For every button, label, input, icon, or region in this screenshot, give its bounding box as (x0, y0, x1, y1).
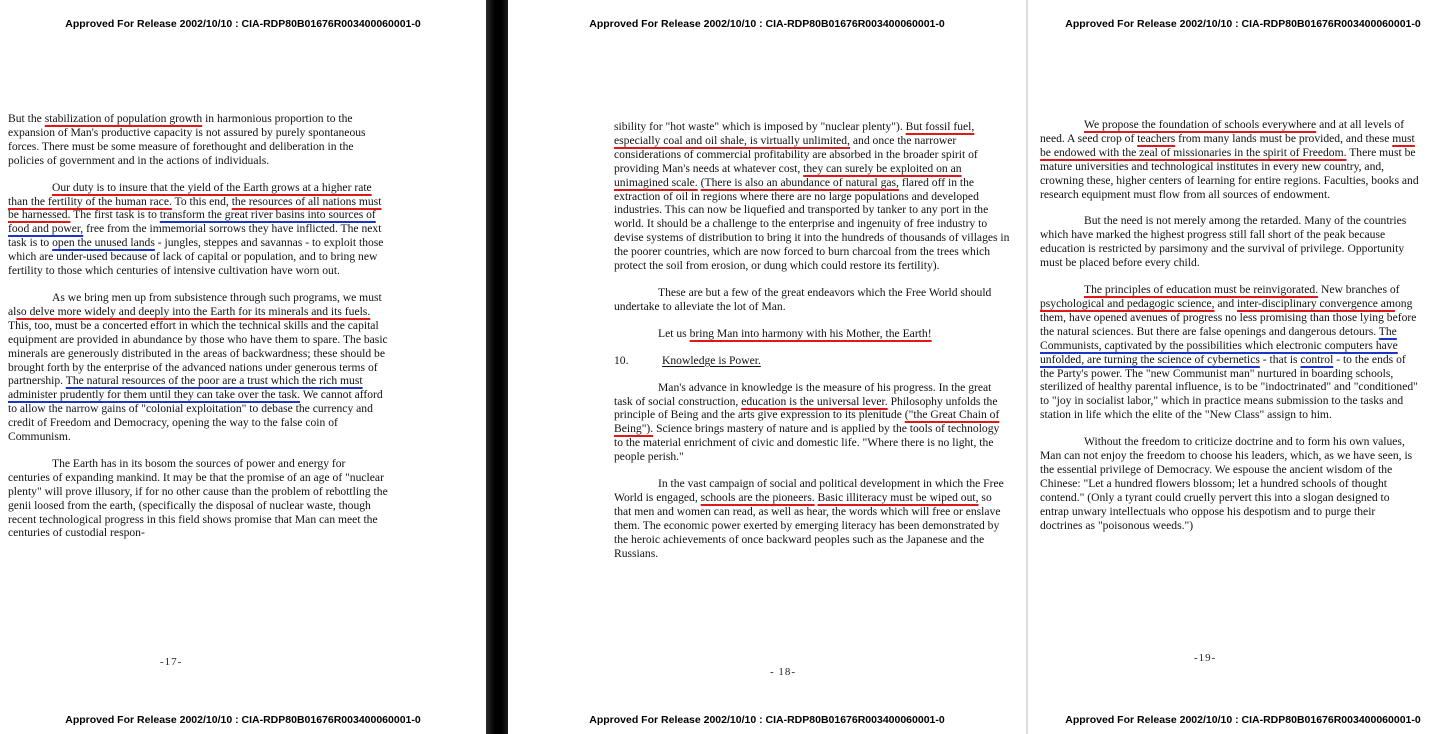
blue-underline-highlight: The natural resources of the poor are a trust which the rich must administer prudently for them until they can take over the task. (8, 374, 363, 402)
paragraph: Let us bring Man into harmony with his Mother, the Earth! (658, 326, 932, 340)
red-underline-highlight: education is the universal lever. (741, 394, 888, 408)
paragraph: The Earth has in its bosom the sources of power and energy for centuries of expanding mankind. It may be that the promise of an age of "nuclear plenty" will prove illusory, if for no other cause than the problem of rebottling the genii loosed from the earth, (specifically the disposal of nuclear waste, though recent technological progress in this field shows promise that Man can meet the centuries of custodial respon- (8, 456, 388, 540)
paragraph: We propose the foundation of schools everywhere and at all levels of need. A seed crop of teachers from many lands must be provided, and these must be endowed with the zeal of missionaries in the spirit of Freedom. There must be mature universities and technological institutes in every new country, and, crowning these, higher centers of learning for entire regions. Faculties, books and research equipment must flow from all sources of endowment. (1040, 118, 1419, 201)
page-number: -17- (160, 656, 183, 668)
red-underline-highlight: Basic illiteracy must be wiped out, (817, 490, 979, 504)
release-footer: Approved For Release 2002/10/10 : CIA-RDP80B01676R003400060001-0 (65, 714, 421, 726)
page-body (614, 120, 1010, 573)
document-page-17 (0, 0, 486, 734)
red-underline-highlight: (There is also an abundance of natural gas, (700, 175, 899, 189)
page-number: - 18- (770, 666, 797, 678)
paragraph: Man's advance in knowledge is the measure of his progress. In the great task of social construction, education is the universal lever. Philosophy unfolds the principle of Being and the arts give expression to its plenitude ("the Great Chain of Being"). Science brings mastery of nature and is applied by the tools of technology to the material enrichment of civic and domestic life. "Where there is no light, the people perish." (614, 380, 1000, 464)
paragraph: These are but a few of the great endeavors which the Free World should undertake to alleviate the lot of Man. (614, 285, 992, 313)
paragraph: The principles of education must be reinvigorated. New branches of psychological and pedagogic science, and inter-disciplinary convergence among them, have opened avenues of progress no less promising than those lying before the natural sciences. But there are false openings and dangerous detours. The Communists, captivated by the possibilities which electronic computers have unfolded, are turning the science of cybernetics - that is control - to the ends of the Party's power. The "new Communist man" nurtured in boarding schools, sterilized of healthy parental influence, is to be "indoctrinated" and "conditioned" to "joy in socialist labor," which in practice means submission to the tasks and station in life which the elite of the "New Class" assign to him. (1040, 283, 1418, 422)
red-underline-highlight: ("the Great Chain of Being"). (614, 408, 1000, 436)
paragraph: But the need is not merely among the retarded. Many of the countries which have marked the highest progress still fall short of the peak because education is restricted by parsimony and the survival of privilege. Opportunity must be placed before every child. (1040, 214, 1407, 270)
red-underline-highlight: they can surely be exploited on an unimagined scale. (614, 161, 962, 189)
paragraph: In the vast campaign of social and political development in which the Free World is engaged, schools are the pioneers. Basic illiteracy must be wiped out, so that men and women can read, as well as hear, the words which will free or enslave them. The economic power exerted by emerging literacy has been demonstrated by the heroic achievements of once backward peoples such as the Japanese and the Russians. (614, 477, 1004, 560)
release-footer: Approved For Release 2002/10/10 : CIA-RDP80B01676R003400060001-0 (589, 714, 945, 726)
release-footer: Approved For Release 2002/10/10 : CIA-RDP80B01676R003400060001-0 (1065, 714, 1421, 726)
red-underline-highlight: Our duty is to insure that the yield of the Earth grows at a higher rate than the fertility of the human race. (8, 180, 372, 208)
scan-gutter (486, 0, 508, 734)
section-number: 10. (614, 353, 629, 367)
red-underline-highlight: We propose the foundation of schools everywhere (1084, 118, 1317, 131)
page-body (8, 112, 388, 553)
red-underline-highlight: But fossil fuel, especially coal and oil shale, is virtually unlimited, (614, 120, 975, 147)
red-underline-highlight: must be endowed with the zeal of missionaries in the spirit of Freedom. (1040, 131, 1415, 159)
red-underline-highlight: stabilization of population growth (44, 112, 203, 125)
page-number: -19- (1194, 652, 1217, 664)
red-underline-highlight: bring Man into harmony with his Mother, the Earth! (689, 326, 932, 340)
red-underline-highlight: so delve more widely and deeply into the Earth for its minerals and its fuels. (16, 304, 371, 318)
paragraph: But the stabilization of population growth in harmonious proportion to the expansion of Man's productive capacity is not assured by purely spontaneous forces. There must be some measure of forethought and deliberation in the policies of government and in the actions of individuals. (8, 112, 366, 167)
paragraph: Without the freedom to criticize doctrine and to form his own values, Man can not enjoy the freedom to choose his leaders, which, as we have seen, is the essential privilege of Democracy. We espouse the ancient wisdom of the Chinese: "Let a hundred flowers blossom; let a hundred schools of thought contend." (Only a tyrant could cruelly pervert this into a slogan designed to entrap unwary intellectuals who oppose his despotism and to purge their doctrines as "poisonous weeds.") (1040, 435, 1413, 532)
page-body (1040, 118, 1420, 545)
blue-underline-highlight: control (1300, 352, 1334, 366)
release-header: Approved For Release 2002/10/10 : CIA-RDP80B01676R003400060001-0 (65, 18, 421, 30)
red-underline-highlight: psychological and pedagogic science, (1040, 296, 1215, 310)
red-underline-highlight: The principles of education must be reinvigorated. (1084, 283, 1319, 297)
paragraph: Our duty is to insure that the yield of the Earth grows at a higher rate than the fertility of the human race. To this end, the resources of all nations must be harnessed. The first task is to transform the great river basins into sources of food and power, free from the immemorial sorrows they have inflicted. The next task is to open the unused lands - jungles, steppes and savannas - to exploit those which are under-used because of lack of capital or population, and to bring new fertility to those which centuries of intensive cultivation have worn out. (8, 180, 384, 278)
red-underline-highlight: the resources of all nations must be harnessed. (8, 194, 382, 222)
paragraph: As we bring men up from subsistence through such programs, we must also delve more widely and deeply into the Earth for its minerals and its fuels. This, too, must be a concerted effort in which the technical skills and the capital equipment are provided in abundance by those who have them to spare. The basic minerals are generously distributed in the areas of backwardness; these should be brought forth by the enterprise of the advanced nations under generous terms of partnership. The natural resources of the poor are a trust which the rich must administer prudently for them until they can take over the task. We cannot afford to allow the narrow gains of "colonial exploitation" to debase the currency and credit of Freedom and Democracy, opening the way to the false coin of Communism. (8, 290, 388, 444)
blue-underline-highlight: open the unused lands (52, 236, 155, 250)
red-underline-highlight: teachers (1137, 131, 1176, 145)
red-underline-highlight: schools are the pioneers. (700, 490, 815, 504)
section-heading (614, 354, 1010, 368)
release-header: Approved For Release 2002/10/10 : CIA-RDP80B01676R003400060001-0 (1065, 18, 1421, 30)
document-page-18 (508, 0, 1026, 734)
blue-underline-highlight: The Communists, captivated by the possibilities which electronic computers have unfolded, are turning the science of cybernetics (1040, 324, 1398, 366)
blue-underline-highlight: transform the great river basins into sources of food and power, (8, 208, 376, 236)
section-title: Knowledge is Power. (662, 353, 761, 367)
document-page-19 (1026, 0, 1456, 734)
paragraph: sibility for "hot waste" which is imposed by "nuclear plenty"). But fossil fuel, especially coal and oil shale, is virtually unlimited, and once the narrower considerations of commercial profitability are absorbed in the broader spirit of providing Man's needs at whatever cost, they can surely be exploited on an unimagined scale. (There is also an abundance of natural gas, flared off in the extraction of oil in regions where there are no large populations and developed industries. This can now be liquefied and transported by tanker to any port in the world. It should be a challenge to the enterprise and ingenuity of free industry to devise systems of distribution to bring it into the hundreds of thousands of villages in the poorer countries, which are now forced to burn charcoal from the trees which protect the soil from erosion, or dung which could restore its fertility). (614, 120, 1010, 273)
red-underline-highlight: inter-disciplinary convergence am (1237, 296, 1395, 310)
release-header: Approved For Release 2002/10/10 : CIA-RDP80B01676R003400060001-0 (589, 18, 945, 30)
